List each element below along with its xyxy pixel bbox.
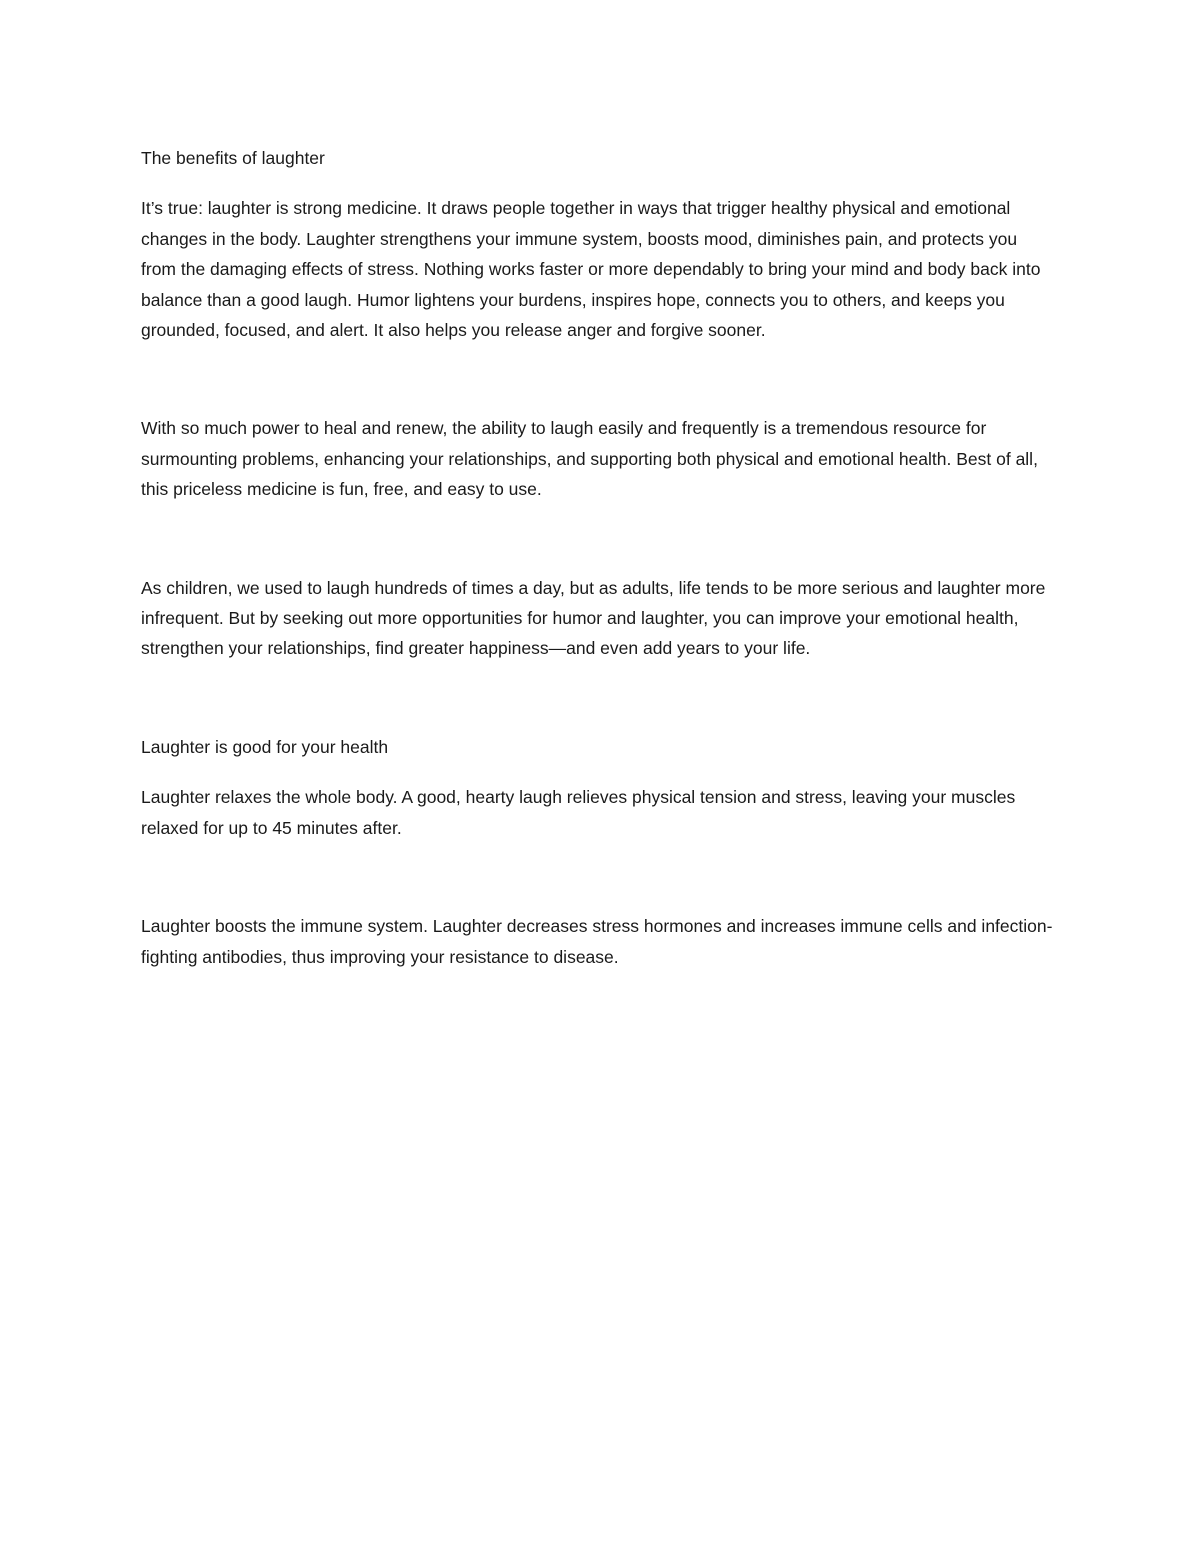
paragraph-relaxes-body: Laughter relaxes the whole body. A good, hearty laugh relieves physical tension and stress, leaving your muscles relaxed for up to 45 minutes after. — [141, 787, 1016, 838]
paragraph-power-to-heal: With so much power to heal and renew, the ability to laugh easily and frequently is a tremendous resource for surmounting problems, enhancing your relationships, and supporting both physical and emotional health. Best of all, this priceless medicine is fun, free, and easy to use. — [141, 418, 1038, 500]
section-heading-benefits: The benefits of laughter — [141, 148, 325, 168]
document-body — [141, 143, 1056, 972]
paragraph-strong-medicine: It’s true: laughter is strong medicine. It draws people together in ways that trigger healthy physical and emotional changes in the body. Laughter strengthens your immune system, boosts mood, diminishes pain, and protects you from the damaging effects of stress. Nothing works faster or more dependably to bring your mind and body back into balance than a good laugh. Humor lightens your burdens, inspires hope, connects you to others, and keeps you grounded, focused, and alert. It also helps you release anger and forgive sooner. — [141, 198, 1041, 341]
paragraph-immune-system: Laughter boosts the immune system. Laughter decreases stress hormones and increases immune cells and infection-fighting antibodies, thus improving your resistance to disease. — [141, 916, 1053, 967]
paragraph-as-children: As children, we used to laugh hundreds of times a day, but as adults, life tends to be more serious and laughter more infrequent. But by seeking out more opportunities for humor and laughter, you can improve your emotional health, strengthen your relationships, find greater happiness—and even add years to your life. — [141, 577, 1046, 659]
section-heading-health: Laughter is good for your health — [141, 736, 389, 757]
